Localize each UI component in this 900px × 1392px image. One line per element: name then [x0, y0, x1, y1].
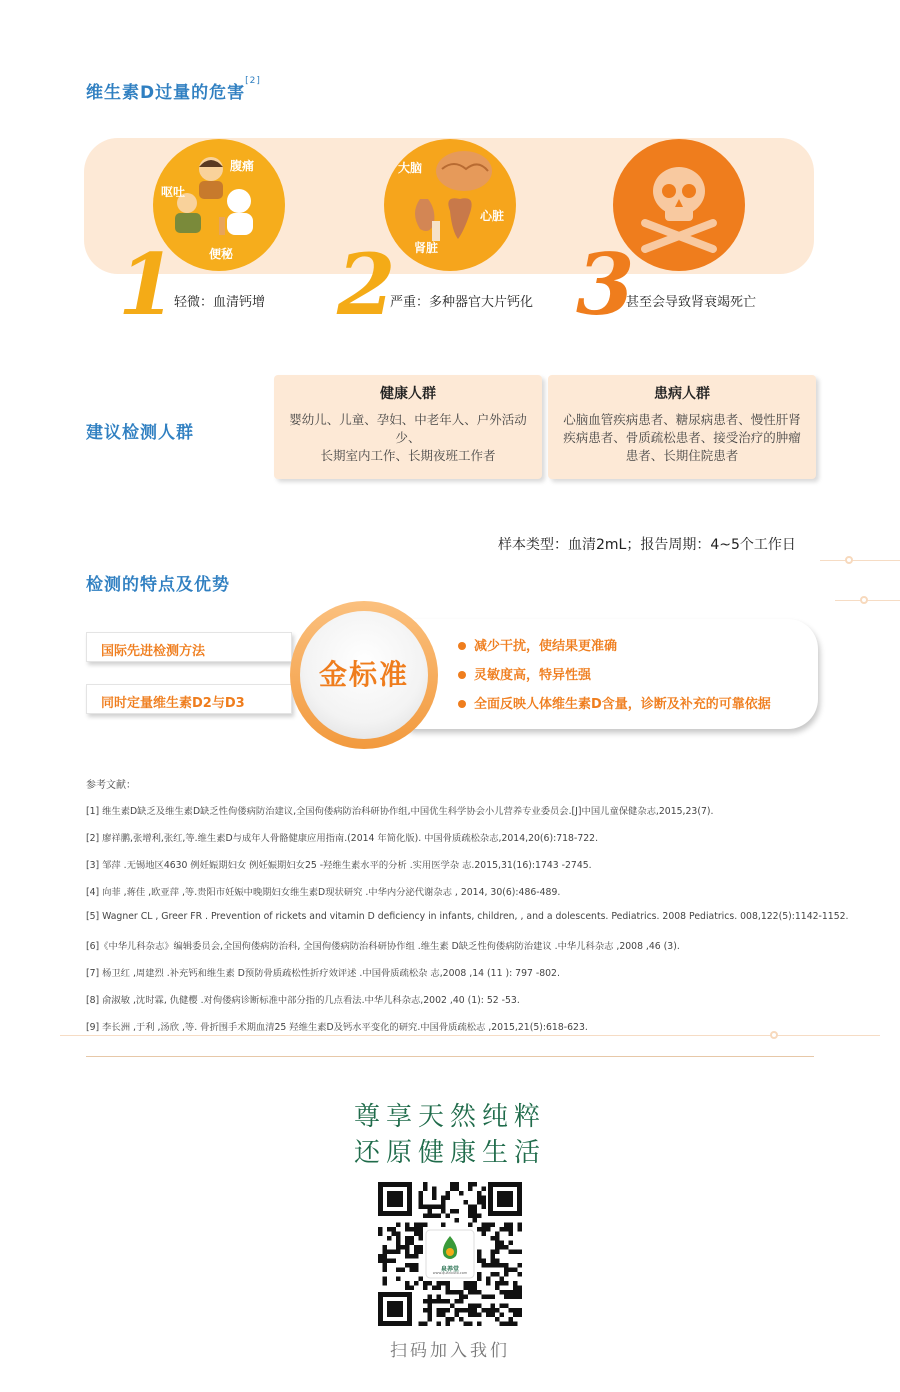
- advantage-text: 全面反映人体维生素D含量，诊断及补充的可靠依据: [474, 697, 771, 712]
- label-kidney: 肾脏: [414, 241, 439, 255]
- qr-logo-sub: www.quanxuto.com: [432, 1271, 468, 1275]
- harm-ref-mark: [2]: [245, 76, 261, 86]
- label-vomiting: 呕吐: [161, 185, 186, 199]
- healthy-line: 长期室内工作、长期夜班工作者: [320, 448, 496, 463]
- healthy-population-card: [274, 375, 542, 479]
- patient-card-body: [548, 403, 816, 465]
- qr-code[interactable]: [376, 1180, 524, 1328]
- harm-title-text: 维生素D过量的危害: [86, 83, 246, 103]
- level-2-text: 严重：多种器官大片钙化: [390, 295, 534, 310]
- slogan-line-2: 还原健康生活: [353, 1138, 546, 1168]
- advanced-method-tab: 国际先进检测方法: [86, 632, 292, 662]
- slogan-line-1: 尊享天然纯粹: [353, 1102, 546, 1132]
- references-heading: 参考文献：: [86, 780, 136, 791]
- severe-symptoms-circle: [384, 139, 516, 271]
- patient-card-title: 患病人群: [654, 386, 710, 402]
- bullet-icon: [458, 671, 466, 679]
- qr-code-icon: [376, 1180, 524, 1328]
- decor-line: [60, 1035, 880, 1036]
- reference-item: [4] 向菲 ,蒋佳 ,欧亚萍 ,等.贵阳市妊娠中晚期妇女维生素D现状研究 .中华内分泌代谢杂志 , 2014, 30(6):486-489.: [86, 887, 561, 898]
- bullet-icon: [458, 642, 466, 650]
- level-3-number: 3: [576, 235, 635, 334]
- advantage-text: 灵敏度高，特异性强: [474, 668, 592, 683]
- level-1-number: 1: [118, 235, 177, 334]
- bottom-divider: [86, 1056, 814, 1057]
- decor-dot: [770, 1031, 778, 1039]
- sample-info: 样本类型：血清2mL；报告周期：4~5个工作日: [498, 537, 796, 553]
- scan-join-text: 扫码加入我们: [390, 1341, 510, 1361]
- advantage-item: [458, 664, 591, 683]
- level-3-text: 甚至会导致肾衰竭死亡: [626, 295, 757, 310]
- reference-item: [1] 维生素D缺乏及维生素D缺乏性佝偻病防治建议,全国佝偻病防治科研协作组,中国优生科学协会小儿营养专业委员会.[J]中国儿童保健杂志,2015,23(7).: [86, 806, 714, 817]
- reference-item: [2] 廖祥鹏,张增利,张红,等.维生素D与成年人骨骼健康应用指南.(2014 年简化版). 中国骨质疏松杂志,2014,20(6):718-722.: [86, 833, 599, 844]
- level-2-number: 2: [337, 235, 396, 334]
- advantage-text: 减少干扰，使结果更准确: [474, 639, 618, 654]
- population-section-title: 建议检测人群: [86, 423, 194, 443]
- patient-line: 心脑血管疾病患者、糖尿病患者、慢性肝肾: [563, 412, 801, 427]
- harm-section-title: [86, 78, 261, 103]
- decor-dot: [845, 556, 853, 564]
- reference-item: [8] 俞淑敏 ,沈时霖, 仇健樱 .对佝偻病诊断标准中部分指的几点看法.中华儿科杂志,2002 ,40 (1): 52 -53.: [86, 995, 520, 1006]
- patient-line: 疾病患者、骨质疏松患者、接受治疗的肿瘤: [563, 430, 801, 445]
- reference-item: [6]《中华儿科杂志》编辑委员会,全国佝偻病防治科, 全国佝偻病防治科研协作组 .维生素 D缺乏性佝偻病防治建议 .中华儿科杂志 ,2008 ,46 (3).: [86, 941, 680, 952]
- patient-line: 患者、长期住院患者: [625, 448, 739, 463]
- reference-item: [3] 邹萍 .无锡地区4630 例妊娠期妇女 例妊娠期妇女25 -羟维生素水平的分析 .实用医学杂 志.2015,31(16):1743 -2745.: [86, 860, 592, 871]
- label-heart: 心脏: [480, 209, 505, 223]
- qr-logo-text: 泉养堂: [440, 1266, 459, 1273]
- label-abdominal-pain: 腹痛: [230, 159, 255, 173]
- reference-item: [7] 杨卫红 ,周建烈 .补充钙和维生素 D预防骨质疏松性折疗效评述 .中国骨质疏松杂 志,2008 ,14 (11 ): 797 -802.: [86, 968, 560, 979]
- decor-line: [820, 560, 900, 561]
- level-1-text: 轻微：血清钙增: [174, 295, 266, 310]
- reference-item: [9] 李长洲 ,于利 ,汤欣 ,等. 骨折围手术期血清25 羟维生素D及钙水平变化的研究.中国骨质疏松志 ,2015,21(5):618-623.: [86, 1022, 588, 1033]
- advantage-item: [458, 693, 771, 712]
- healthy-card-title: 健康人群: [380, 386, 436, 402]
- label-constipation: 便秘: [209, 247, 234, 261]
- d2-d3-tab: 同时定量维生素D2与D3: [86, 684, 292, 714]
- decor-dot: [860, 596, 868, 604]
- feature-section-title: 检测的特点及优势: [86, 575, 230, 595]
- bullet-icon: [458, 700, 466, 708]
- label-brain: 大脑: [398, 161, 423, 175]
- healthy-card-body: [274, 403, 542, 465]
- advantage-item: [458, 635, 617, 654]
- healthy-line: 婴幼儿、儿童、孕妇、中老年人、户外活动少、: [289, 412, 527, 445]
- patient-population-card: [548, 375, 816, 479]
- gold-standard-label: 金标准: [318, 658, 409, 691]
- reference-item: [5] Wagner CL , Greer FR . Prevention of rickets and vitamin D deficiency in infants, children, , and a dolescents. Pediatrics. 2008 Pediatrics. 008,122(5):1142-1152.: [86, 911, 849, 922]
